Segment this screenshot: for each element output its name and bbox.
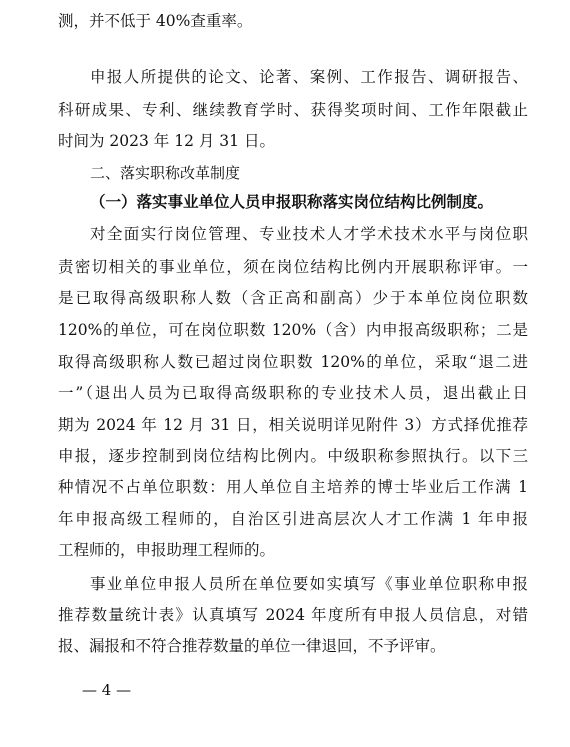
text-line: 一”（退出人员为已取得高级职称的专业技术人员，退出截止日 (58, 384, 528, 402)
page-number: — 4 — (82, 681, 132, 699)
text-line: 120%的单位，可在岗位职数 120%（含）内申报高级职称；二是 (58, 321, 528, 339)
text-line: 报、漏报和不符合推荐数量的单位一律退回，不予评审。 (58, 637, 446, 655)
text-line: 种情况不占单位职数：用人单位自主培养的博士毕业后工作满 1 (58, 478, 528, 496)
section-heading: 二、落实职称改革制度 (90, 164, 241, 182)
text-line: 对全面实行岗位管理、专业技术人才学术技术水平与岗位职 (90, 225, 528, 243)
text-line: 年申报高级工程师的，自治区引进高层次人才工作满 1 年申报 (58, 510, 528, 528)
text-line: 取得高级职称人数已超过岗位职数 120%的单位，采取“退二进 (58, 353, 528, 371)
subsection-heading: （一）落实事业单位人员申报职称落实岗位结构比例制度。 (90, 192, 494, 211)
text-line: 时间为 2023 年 12 月 31 日。 (58, 132, 275, 150)
text-line: 责密切相关的事业单位，须在岗位结构比例内开展职称评审。一 (58, 258, 528, 276)
text-line: 事业单位申报人员所在单位要如实填写《事业单位职称申报 (90, 575, 528, 593)
text-line: 测，并不低于 40%查重率。 (58, 12, 253, 30)
text-line: 推荐数量统计表》认真填写 2024 年度所有申报人员信息，对错 (58, 606, 528, 624)
text-line: 申报，逐步控制到岗位结构比例内。中级职称参照执行。以下三 (58, 447, 528, 465)
text-line: 科研成果、专利、继续教育学时、获得奖项时间、工作年限截止 (58, 101, 528, 119)
text-line: 是已取得高级职称人数（含正高和副高）少于本单位岗位职数 (58, 289, 528, 307)
text-line: 期为 2024 年 12 月 31 日，相关说明详见附件 3）方式择优推荐 (58, 416, 528, 434)
text-line: 申报人所提供的论文、论著、案例、工作报告、调研报告、 (90, 68, 528, 86)
text-line: 工程师的，申报助理工程师的。 (58, 541, 276, 559)
